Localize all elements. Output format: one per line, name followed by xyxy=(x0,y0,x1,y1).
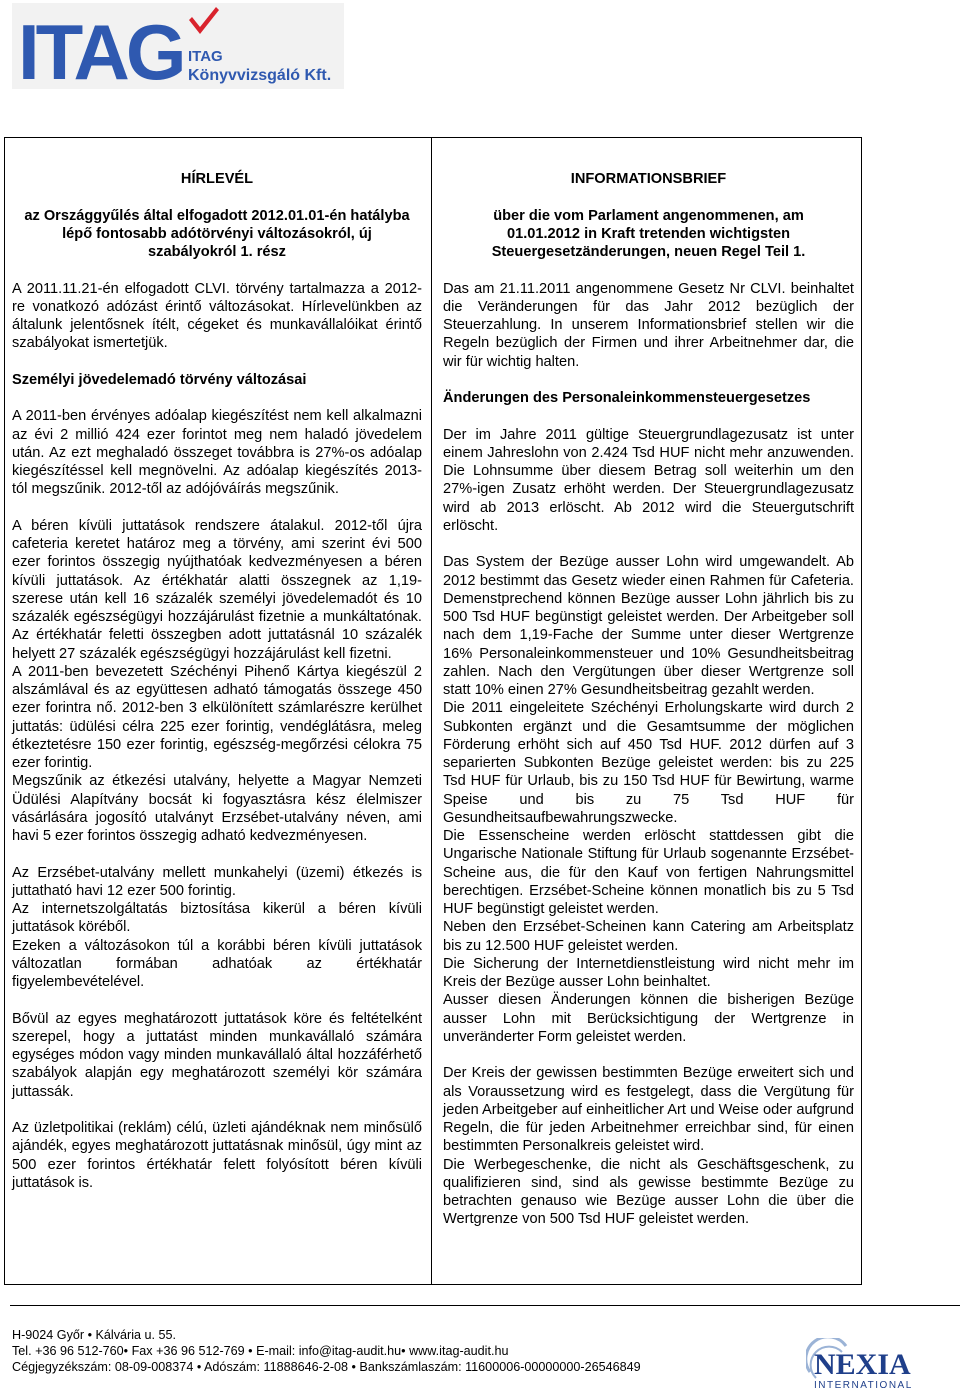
left-p5: Az Erzsébet-utalvány mellett munkahelyi (üzemi) étkezés is juttatható havi 12 ezer 500 forintig. xyxy=(12,864,422,899)
logo-line1: ITAG xyxy=(188,48,223,65)
footer xyxy=(12,1327,641,1375)
left-p1: A 2011-ben érvényes adóalap kiegészítést nem kell alkalmazni az évi 2 millió 424 ezer forintot meg nem haladó jövedelem után. Az ezt meghaladó összeget továbbra is 27%-os adóalap kiegészítéssel kell megnövelni. Az adóalap kiegészítés 2013-tól megszűnik. 2012-től az adójóváírás megszűnik. xyxy=(12,408,422,498)
right-title: INFORMATIONSBRIEF xyxy=(570,171,727,187)
left-subtitle: az Országgyűlés által elfogadott 2012.01.01-én hatályba lépő fontosabb adótörvényi változásokról, új szabályokról 1. rész xyxy=(24,207,410,260)
left-intro: A 2011.11.21-én elfogadott CLVI. törvény tartalmazza a 2012-re vonatkozó adózást érintő változásokat. Hírlevelünkben az általunk jelentősnek ítélt, cégeket és munkavállalóikat érintő szabályokat ismertetjük. xyxy=(12,280,422,352)
right-p8: Der Kreis der gewissen bestimmten Bezüge erweitert sich und als Voraussetzung wird es festgelegt, dass die Vergütung für jeden Arbeitgeber auf einheitlicher Art und Weise oder aufgrund Regeln, die für jeden Arbeitnehmer erreichbar sind, für einen bestimmten Personalkreis geleistet wird. xyxy=(443,1065,854,1155)
logo-line2: Könyvvizsgáló Kft. xyxy=(188,67,332,84)
right-column xyxy=(443,170,854,1229)
left-p2: A béren kívüli juttatások rendszere átalakul. 2012-től újra cafeteria keretet határoz meg a törvény, ami szerint évi 500 ezer forintos összegig nyújthatóak kedvezményesen a béren kívüli juttatások. Az értékhatár alatti összegnek az 1,19-szerese után kell 16 százalék személyi jövedelemadót és 10 százalék egészségügyi hozzájárulást fizetnie a munkáltatónak. Az értékhatár feletti összegben adott juttatásnál 10 százalék helyett 27 százalék egészségügyi hozzájárulást kell fizetni. xyxy=(12,517,422,662)
right-p2: Das System der Bezüge ausser Lohn wird umgewandelt. Ab 2012 bestimmt das Gesetz wieder einen Rahmen für Cafeteria. Demenstprechend können Bezüge ausser Lohn jährlich bis zu 500 Tsd HUF begünstigt geleistet werden. Der Arbeitgeber soll nach dem 1,19-Fache der Summe unter dieser Wertgrenze 16% Personaleinkommensteuer und 10% Gesundheitsbeitrag zahlen. Nach den Vergütungen über dieser Wertgrenze soll statt 10% einen 27% Gesundheitsbeitrag gezahlt werden. xyxy=(443,554,854,698)
right-p4: Die Essenscheine werden erlöscht stattdessen gibt die Ungarische Nationale Stiftung für Urlaub sogenannte Erzsébet-Scheine aus, die für den Kauf von fertigen Nahrungsmittel berechtigen. Erzsébet-Scheine können monatlich bis zu 5 Tsd HUF begünstigt geleistet werden. xyxy=(443,828,854,917)
left-title: HÍRLEVÉL xyxy=(180,171,254,187)
logo-letters: ITAG xyxy=(18,8,183,89)
footer-address: H-9024 Győr • Kálvária u. 55. xyxy=(12,1328,177,1342)
right-p6: Die Sicherung der Internetdienstleistung wird nicht mehr im Kreis der Bezüge ausser Lohn beinhaltet. xyxy=(443,955,854,990)
right-section-heading: Änderungen des Personaleinkommensteuergesetzes xyxy=(443,390,811,406)
nexia-logo xyxy=(806,1338,936,1390)
left-p9: Az üzletpolitikai (reklám) célú, üzleti ajándéknak nem minősülő ajándék, egyes meghatározott juttatásnak minősül, úgy mint az 500 ezer forintos értékhatár felett folyósított béren kívüli juttatások is. xyxy=(12,1120,422,1191)
footer-registry: Cégjegyzékszám: 08-09-008374 • Adószám: 11888646-2-08 • Bankszámlaszám: 11600006-00000000-26546849 xyxy=(12,1360,641,1374)
footer-contact: Tel. +36 96 512-760• Fax +36 96 512-769 • E-mail: info@itag-audit.hu• www.itag-audit.hu xyxy=(12,1344,509,1358)
right-p9: Die Werbegeschenke, die nicht als Geschäftsgeschenk, zu qualifizieren sind, sind als gewisse bestimmte Bezüge zu betrachten genauso wie Bezüge ausser Lohn die über die Wertgrenze von 500 Tsd HUF geleistet werden. xyxy=(443,1156,854,1228)
column-divider xyxy=(431,137,432,1285)
left-section-heading: Személyi jövedelemadó törvény változásai xyxy=(12,371,307,388)
right-p7: Ausser diesen Änderungen können die bisherigen Bezüge ausser Lohn mit Berücksichtigung der Wertgrenze in unveränderter Form geleistet werden. xyxy=(443,992,854,1045)
left-p7: Ezeken a változásokon túl a korábbi béren kívüli juttatások változatlan formában adhatóak az értékhatár figyelembevételével. xyxy=(12,937,422,990)
right-p3: Die 2011 eingeleitete Széchényi Erholungskarte wird durch 2 Subkonten ergänzt und die Gesamtsumme der möglichen Förderung erhöht sich auf 450 Tsd HUF. 2012 dürfen auf 3 separierten Subkonten Bezüge geleistet werden: bis zu 225 Tsd HUF für Urlaub, bis zu 150 Tsd HUF für Bewirtung, warme Speise und bis zu 75 Tsd HUF für Gesundheitsaufbewahrungszwecke. xyxy=(443,700,854,826)
nexia-sub: INTERNATIONAL xyxy=(814,1380,913,1390)
right-p5: Neben den Erzsébet-Scheinen kann Catering am Arbeitsplatz bis zu 12.500 HUF geleistet werden. xyxy=(443,919,854,954)
right-subtitle: über die vom Parlament angenommenen, am 01.01.2012 in Kraft tretenden wichtigsten Steuergesetzänderungen, neuen Regel Teil 1. xyxy=(491,207,806,260)
left-p4: Megszűnik az étkezési utalvány, helyette a Magyar Nemzeti Üdülési Alapítvány bocsát ki fogyasztásra kész élelmiszer vásárlására jogosító utalványt Erzsébet-utalvány néven, ami havi 5 ezer forintos összegig adható kedvezményesen. xyxy=(12,773,422,844)
left-p3: A 2011-ben bevezetett Széchényi Pihenő Kártya kiegészül 2 alszámlával és az együttesen adható támogatás összege 450 ezer forintra nő. 2012-ben 3 elkülönített számlarészre kerülhet juttatás: üdülési célra 225 ezer forintig, vendéglátásra, meleg étkeztetésre 150 ezer forintig, egészség-megőrzési célokra 75 ezer forintig. xyxy=(12,663,422,771)
right-intro: Das am 21.11.2011 angenommene Gesetz Nr CLVI. beinhaltet die Veränderungen für das Jahr 2012 bezüglich der Steuerzahlung. In unserem Informationsbrief stellen wir die Regeln bezüglich der Firmen und ihrer Arbeitnehmer dar, die wir für wichtig halten. xyxy=(443,280,854,370)
nexia-name: NEXIA xyxy=(814,1348,911,1381)
left-p8: Bővül az egyes meghatározott juttatások köre és feltételként szerepel, hogy a juttatást minden munkavállaló számára egységes módon vagy minden munkavállaló által hozzáférhető szabályok alapján egy meghatározott személyi kör számára juttassák. xyxy=(12,1010,422,1100)
right-p1: Der im Jahre 2011 gültige Steuergrundlagezusatz ist unter einem Jahreslohn von 2.424 Tsd HUF nicht mehr anzuwenden. Die Lohnsumme über diesem Betrag soll weiterhin um den 27%-igen Zusatz erhöht werden. Der Steuergrundlagezusatz wird ab 2013 erlöscht. Ab 2012 wird die Steuergutschrift erlöscht. xyxy=(443,426,854,534)
itag-logo xyxy=(12,3,344,89)
left-column xyxy=(12,170,422,1192)
left-p6: Az internetszolgáltatás biztosítása kikerül a béren kívüli juttatások köréből. xyxy=(12,901,422,936)
footer-divider xyxy=(10,1305,960,1306)
